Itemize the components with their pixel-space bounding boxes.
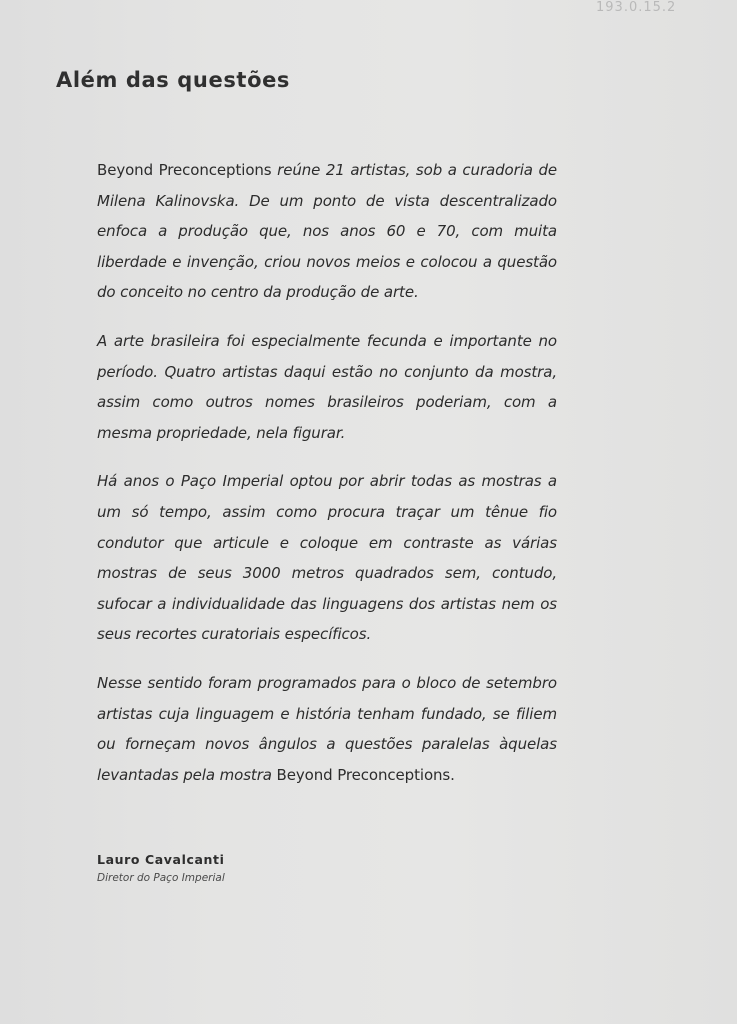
exhibition-name: Beyond Preconceptions. (276, 765, 455, 784)
paragraph-1 (97, 155, 557, 308)
paragraph-3: Há anos o Paço Imperial optou por abrir todas as mostras a um só tempo, assim como procura traçar um tênue fio condutor que articule e coloque em contraste as várias mostras de seus 3000 metros quadrados sem, contudo, sufocar a individualidade das linguagens dos artistas nem os seus recortes curatoriais específicos. (97, 472, 557, 644)
page-title: Além das questões (56, 68, 291, 92)
author-role: Diretor do Paço Imperial (97, 872, 225, 884)
archive-pencil-mark: 193.0.15.2 (596, 0, 677, 15)
paragraph-4-text: Nesse sentido foram programados para o bloco de setembro artistas cuja linguagem e história tenham fundado, se filiem ou forneçam novos ângulos a questões paralelas àquelas levantadas pela mostra (97, 673, 557, 784)
paragraph-4 (97, 668, 557, 790)
paragraph-2: A arte brasileira foi especialmente fecunda e importante no período. Quatro artistas daqui estão no conjunto da mostra, assim como outros nomes brasileiros poderiam, com a mesma propriedade, nela figurar. (97, 331, 557, 442)
exhibition-name: Beyond Preconceptions (97, 161, 272, 179)
author-name: Lauro Cavalcanti (97, 852, 225, 867)
paragraph-1-text: reúne 21 artistas, sob a curadoria de Milena Kalinovska. De um ponto de vista descentralizado enfoca a produção que, nos anos 60 e 70, com muita liberdade e invenção, criou novos meios e colocou a questão do conceito no centro da produção de arte. (97, 161, 557, 302)
signature-block (97, 852, 225, 884)
body-text (97, 155, 557, 808)
